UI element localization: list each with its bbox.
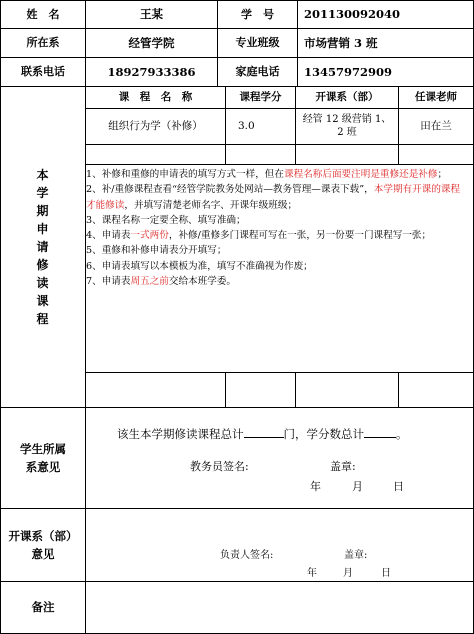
- column-divider: [225, 372, 226, 407]
- instruction-item: [86, 228, 469, 243]
- column-header-course-name: 课 程 名 称: [118, 90, 193, 103]
- instruction-item: [86, 259, 469, 274]
- phone-label: 联系电话: [21, 65, 65, 79]
- instruction-text: 6、申请表填写以本模板为准，填写不准确视为作废；: [86, 260, 313, 272]
- course-section-label-char: 修: [36, 258, 49, 272]
- major-class-value: 市场营销 3 班: [304, 35, 378, 50]
- course-dept-year: 年: [307, 568, 317, 579]
- student-id-label: 学 号: [241, 7, 274, 21]
- highlighted-text: 周五之前: [130, 276, 169, 288]
- instruction-item: [86, 274, 469, 289]
- student-dept-month: 月: [352, 480, 363, 493]
- supervisor-stamp-label: 盖章:: [344, 550, 368, 561]
- course-section-label-char: 程: [36, 312, 49, 326]
- course-dept-month: 月: [343, 568, 353, 579]
- department-label: 所在系: [26, 36, 60, 50]
- student-dept-label-line2: 系意见: [25, 460, 61, 474]
- column-header-dept: 开课系（部）: [315, 90, 379, 103]
- course-dept-opinion-label: [1, 509, 85, 581]
- course-total-text: 该生本学期修读课程总计: [117, 427, 244, 441]
- home-phone-value: 13457972909: [304, 64, 393, 79]
- course-dept-day: 日: [381, 568, 391, 579]
- instruction-text: 1、补修和重修的申请表的填写方式一样，但在: [86, 169, 284, 180]
- instruction-item: [86, 213, 469, 228]
- instruction-item: [86, 167, 469, 182]
- phone-value: 18927933386: [107, 64, 196, 79]
- home-phone-label: 家庭电话: [235, 65, 280, 79]
- major-class-label: 专业班级: [235, 36, 280, 50]
- course-section-label: [0, 88, 85, 406]
- name-value: 王某: [140, 7, 163, 22]
- instruction-text: ；: [437, 169, 448, 180]
- course-dept-label-line1: 开课系（部）: [8, 529, 78, 543]
- instruction-text: 7、申请表: [86, 276, 131, 288]
- course-dept-cell: 经管 12 级营销 1、2 班: [302, 114, 392, 138]
- credit-total-text: 门，学分数总计: [283, 427, 364, 441]
- instruction-item: [86, 243, 469, 258]
- remarks-field[interactable]: [86, 582, 473, 633]
- instructions-notes: [86, 167, 469, 289]
- student-id-value: 201130092040: [304, 7, 401, 22]
- course-dept-label-line2: 意见: [31, 547, 55, 561]
- course-section-label-char: 学: [36, 186, 49, 200]
- instruction-text: ，并填写清楚老师名字、开课年级班级；: [124, 199, 298, 211]
- instruction-text: ，补修/重修多门课程可写在一张，另一份要一门课程写一张；: [168, 230, 432, 242]
- course-total-line: [117, 426, 408, 442]
- column-divider: [295, 372, 296, 407]
- course-section-label-char: 读: [36, 276, 49, 290]
- row-divider: [85, 164, 474, 165]
- registrar-stamp-label: 盖章:: [330, 460, 356, 473]
- student-dept-label-line1: 学生所属: [20, 442, 66, 456]
- course-teacher-cell: 田在兰: [420, 119, 452, 132]
- column-divider: [398, 372, 399, 407]
- instruction-text: 4、申请表: [86, 230, 131, 242]
- column-header-teacher: 任课老师: [415, 90, 457, 103]
- highlighted-text: 课程名称后面要注明是重修还是补修: [283, 169, 438, 180]
- student-dept-opinion-label: [1, 408, 85, 508]
- supervisor-signature-label: 负责人签名:: [220, 550, 274, 561]
- course-section-label-char: 课: [36, 294, 49, 308]
- instruction-text: 3、课程名称一定要全称、填写准确；: [86, 214, 246, 226]
- row-divider: [85, 372, 474, 373]
- course-section-label-char: 请: [36, 240, 49, 254]
- column-header-credit: 课程学分: [239, 90, 282, 103]
- instruction-text: 5、重修和补修申请表分开填写；: [86, 245, 227, 257]
- instruction-text: 交给本班学委。: [168, 276, 237, 288]
- department-value: 经管学院: [128, 35, 175, 50]
- instruction-item: [86, 182, 469, 213]
- registrar-signature-label: 教务员签名:: [190, 460, 249, 473]
- remarks-label: 备注: [31, 600, 55, 615]
- course-section-label-char: 申: [36, 222, 49, 236]
- highlighted-text: 本学期有开课的课程才能修读: [86, 184, 461, 211]
- course-section-label-char: 期: [36, 204, 49, 218]
- course-name-cell: 组织行为学（补修）: [108, 119, 203, 132]
- student-dept-day: 日: [393, 480, 404, 493]
- name-label: 姓 名: [26, 7, 60, 21]
- instruction-text: 2、补/重修课程查看“经管学院教务处网站—教务管理—课表下载”，: [86, 184, 374, 196]
- course-credit-cell: 3.0: [238, 119, 255, 132]
- row-divider: [85, 144, 474, 145]
- course-section-label-char: 本: [36, 168, 49, 182]
- course-count-blank[interactable]: [244, 426, 284, 438]
- period-text: 。: [396, 427, 408, 441]
- student-dept-year: 年: [310, 480, 321, 493]
- highlighted-text: 一式两份: [130, 230, 169, 242]
- credit-total-blank[interactable]: [364, 426, 396, 438]
